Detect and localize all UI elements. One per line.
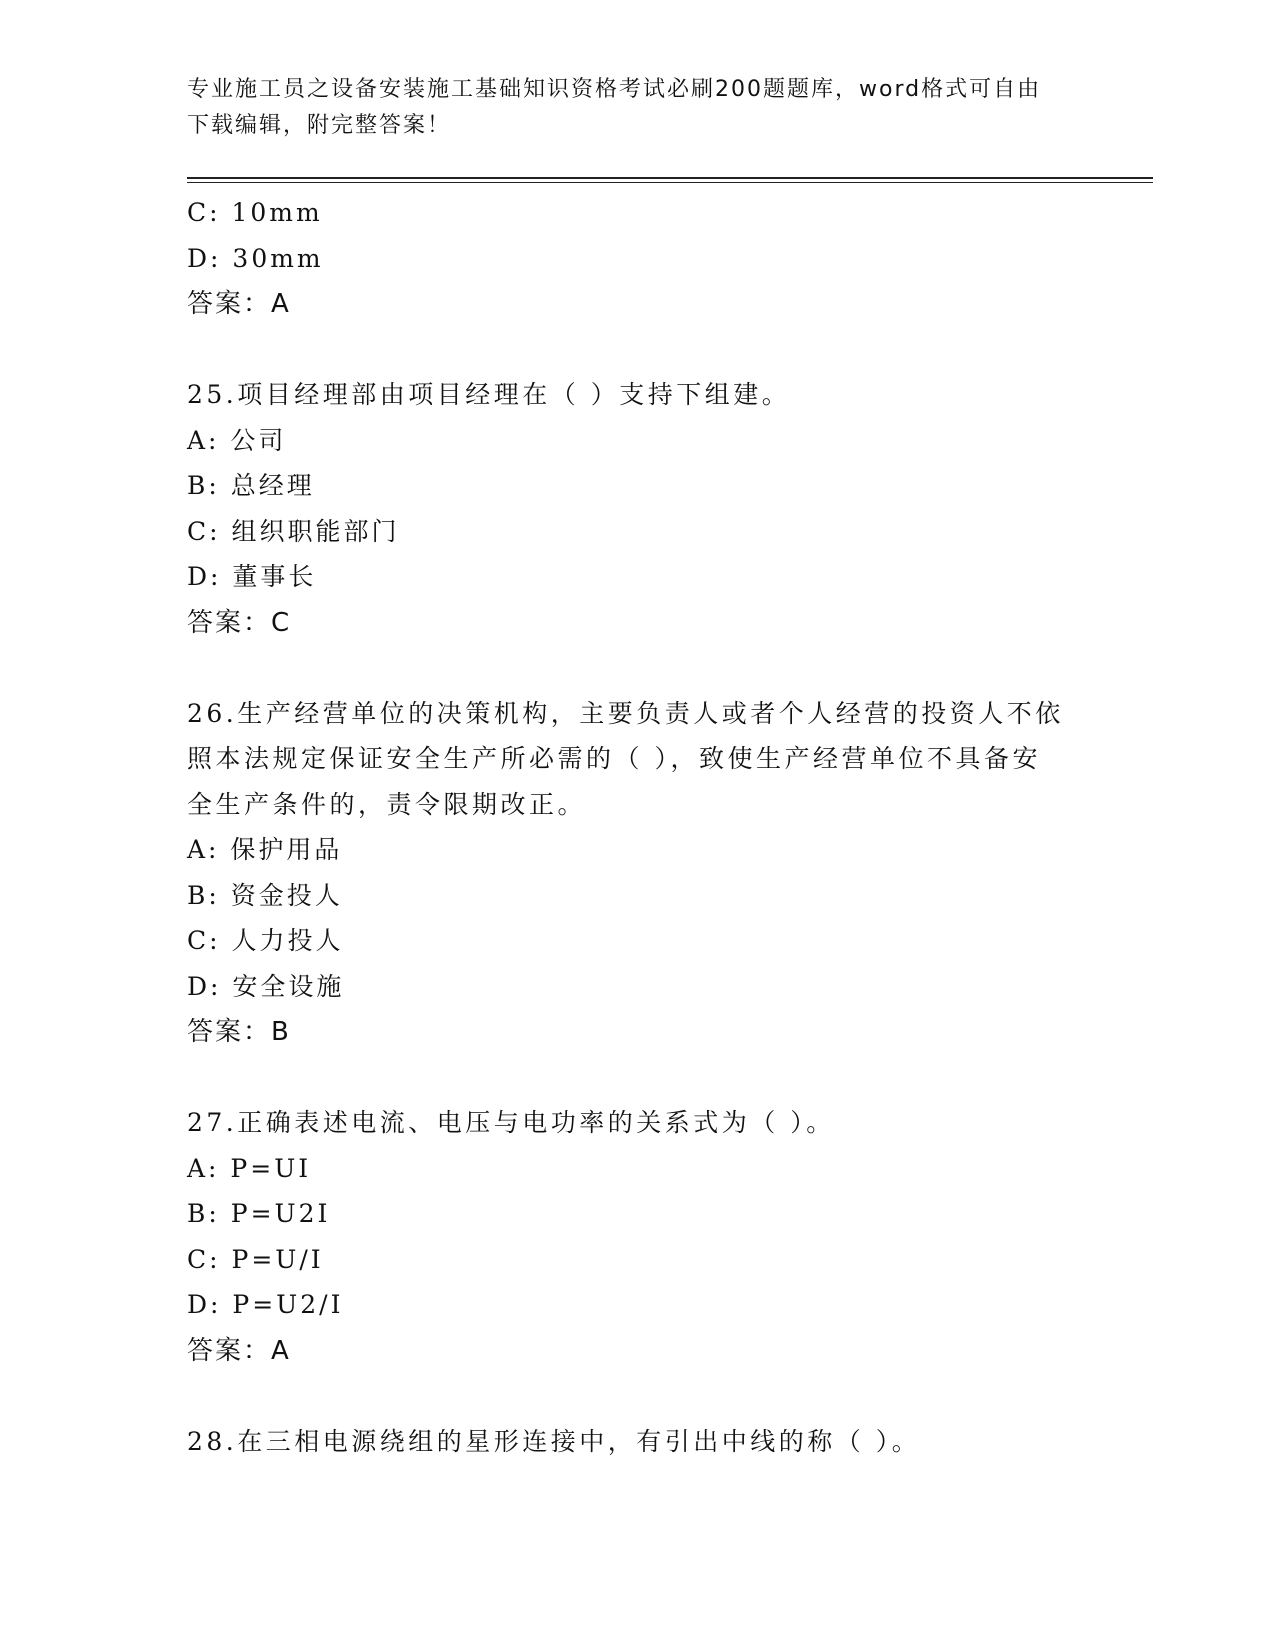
question-stem: 25.项目经理部由项目经理在（ ）支持下组建。 <box>187 380 791 409</box>
option-d: D: P=U2/I <box>187 1290 344 1319</box>
answer: 答案：A <box>187 1335 291 1366</box>
option-d: D: 30mm <box>187 243 324 273</box>
question-28 <box>187 1419 1087 1465</box>
header-divider-thin <box>187 182 1153 183</box>
question-24-continued <box>187 190 1087 327</box>
question-stem: 27.正确表述电流、电压与电功率的关系式为（ ）。 <box>187 1108 835 1137</box>
header-divider-thick <box>187 177 1153 179</box>
spacer <box>187 1055 1087 1100</box>
option-a: A: 公司 <box>187 425 287 455</box>
question-26 <box>187 691 1087 1056</box>
spacer <box>187 1374 1087 1419</box>
option-c: C: 人力投人 <box>187 926 344 955</box>
option-c: C: P=U/I <box>187 1244 324 1274</box>
question-stem-line-2: 照本法规定保证安全生产所必需的（ ），致使生产经营单位不具备安 <box>187 744 1041 773</box>
answer: 答案：B <box>187 1017 291 1047</box>
option-b: B: 总经理 <box>187 471 315 500</box>
header-title-line-2: 下载编辑，附完整答案！ <box>187 113 452 138</box>
document-header <box>187 72 1067 144</box>
option-c: C: 10mm <box>187 198 323 227</box>
option-c: C: 组织职能部门 <box>187 516 400 546</box>
question-27 <box>187 1100 1087 1374</box>
spacer <box>187 646 1087 691</box>
question-stem-line-1: 26.生产经营单位的决策机构，主要负责人或者个人经营的投资人不依 <box>187 698 1064 728</box>
option-d: D: 安全设施 <box>187 971 345 1001</box>
option-b: B: 资金投人 <box>187 880 343 910</box>
option-b: B: P=U2I <box>187 1199 331 1228</box>
question-stem: 28.在三相电源绕组的星形连接中，有引出中线的称（ ）。 <box>187 1426 921 1456</box>
header-title-line-1: 专业施工员之设备安装施工基础知识资格考试必刷200题题库，word格式可自由 <box>187 77 1042 102</box>
option-a: A: P=UI <box>187 1153 312 1183</box>
spacer <box>187 327 1087 372</box>
answer: 答案：A <box>187 289 291 319</box>
question-25 <box>187 372 1087 646</box>
question-stem-line-3: 全生产条件的，责令限期改正。 <box>187 789 587 819</box>
option-a: A: 保护用品 <box>187 835 343 864</box>
answer: 答案：C <box>187 607 292 638</box>
question-list <box>187 190 1087 1464</box>
option-d: D: 董事长 <box>187 562 317 591</box>
